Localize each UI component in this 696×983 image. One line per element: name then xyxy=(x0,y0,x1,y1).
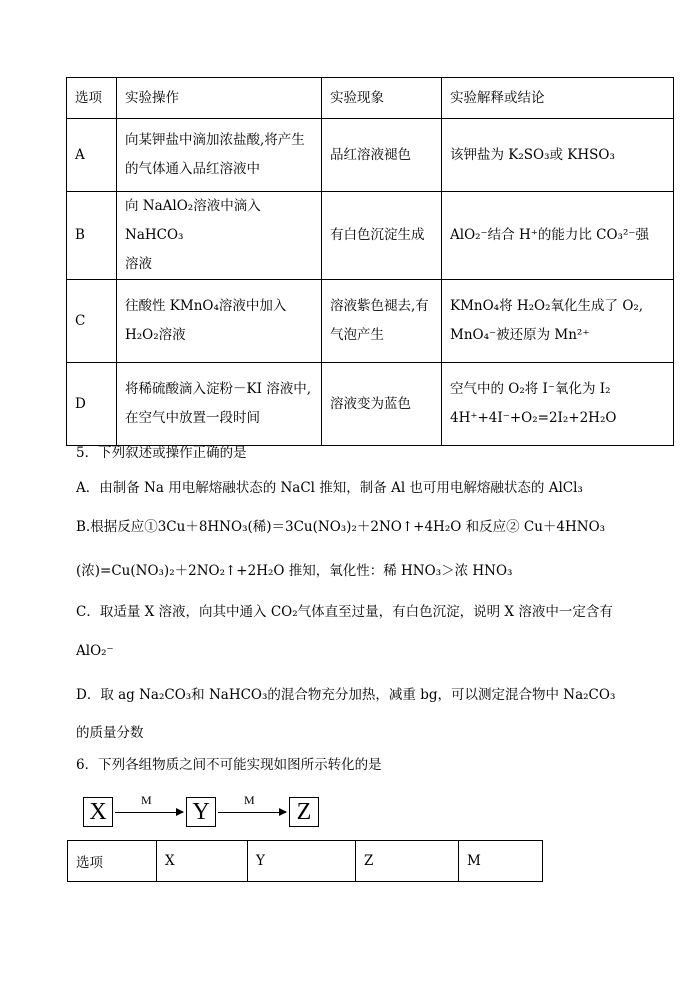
row-operation xyxy=(117,119,322,192)
phen-line: 气泡产生 xyxy=(330,327,384,343)
row-operation xyxy=(117,363,322,446)
concl-line: 4H⁺+4I⁻+O₂=2I₂+2H₂O xyxy=(450,410,617,426)
row-operation xyxy=(117,192,322,280)
op-line: 溶液 xyxy=(125,256,152,272)
phen-line: 溶液变为蓝色 xyxy=(330,395,411,412)
phen-line: 溶液紫色褪去,有 xyxy=(330,298,429,314)
question-5-stem: 5．下列叙述或操作正确的是 xyxy=(76,445,247,461)
row-option: C xyxy=(67,280,117,363)
arrow-label-m1: M xyxy=(141,793,152,807)
q5-option-d-line2: 的质量分数 xyxy=(76,725,144,741)
op-line: 向 NaAlO₂溶液中滴入 NaHCO₃ xyxy=(125,198,261,243)
op-line: 将稀硫酸滴入淀粉－KI 溶液中, xyxy=(125,381,312,397)
row-conclusion xyxy=(442,280,674,363)
row-phenomenon xyxy=(322,280,442,363)
box-y: Y xyxy=(186,797,216,827)
table-row xyxy=(67,192,674,280)
table-header-row xyxy=(68,841,543,882)
box-z: Z xyxy=(289,797,319,827)
row-option: B xyxy=(67,192,117,280)
concl-line: KMnO₄将 H₂O₂氧化生成了 O₂, xyxy=(450,298,644,314)
concl-line: AlO₂⁻结合 H⁺的能力比 CO₃²⁻强 xyxy=(450,227,649,243)
header-option: 选项 xyxy=(68,841,157,882)
row-conclusion xyxy=(442,192,674,280)
row-conclusion xyxy=(442,119,674,192)
table-row xyxy=(67,363,674,446)
header-x: X xyxy=(157,841,248,882)
q5-option-c-line2: AlO₂⁻ xyxy=(76,643,114,659)
table-row xyxy=(67,280,674,363)
op-line: 的气体通入品红溶液中 xyxy=(125,161,260,177)
header-conclusion: 实验解释或结论 xyxy=(442,78,674,119)
header-option: 选项 xyxy=(67,78,117,119)
phen-line: 品红溶液褪色 xyxy=(330,146,411,163)
row-phenomenon xyxy=(322,119,442,192)
arrow-right-icon xyxy=(218,812,286,813)
header-m: M xyxy=(459,841,543,882)
header-z: Z xyxy=(356,841,459,882)
phen-line: 有白色沉淀生成 xyxy=(330,227,425,243)
q5-option-b-line2: (浓)=Cu(NO₃)₂＋2NO₂↑+2H₂O 推知，氧化性：稀 HNO₃＞浓 HNO₃ xyxy=(76,563,513,579)
header-operation: 实验操作 xyxy=(117,78,322,119)
header-phenomenon: 实验现象 xyxy=(322,78,442,119)
concl-line: MnO₄⁻被还原为 Mn²⁺ xyxy=(450,327,590,343)
arrow-label-m2: M xyxy=(244,793,255,807)
q5-option-d-line1: D．取 ag Na₂CO₃和 NaHCO₃的混合物充分加热，减重 bg，可以测定混合物中 Na₂CO₃ xyxy=(76,687,616,703)
op-line: 在空气中放置一段时间 xyxy=(125,410,260,426)
q5-option-a: A．由制备 Na 用电解熔融状态的 NaCl 推知，制备 Al 也可用电解熔融状态的 AlCl₃ xyxy=(76,480,583,496)
row-phenomenon xyxy=(322,192,442,280)
q5-option-b-line1: B.根据反应①3Cu＋8HNO₃(稀)＝3Cu(NO₃)₂＋2NO↑+4H₂O 和反应② Cu＋4HNO₃ xyxy=(76,519,606,535)
header-y: Y xyxy=(248,841,356,882)
row-conclusion xyxy=(442,363,674,446)
row-phenomenon xyxy=(322,363,442,446)
concl-line: 空气中的 O₂将 I⁻氧化为 I₂ xyxy=(450,381,611,397)
op-line: 向某钾盐中滴加浓盐酸,将产生 xyxy=(125,132,305,148)
table-header-row xyxy=(67,78,674,119)
experiment-table xyxy=(66,77,674,446)
conversion-diagram xyxy=(83,793,323,829)
concl-line: 该钾盐为 K₂SO₃或 KHSO₃ xyxy=(450,146,615,163)
q5-option-c-line1: C．取适量 X 溶液，向其中通入 CO₂气体直至过量，有白色沉淀，说明 X 溶液中一定含有 xyxy=(76,604,613,620)
op-line: H₂O₂溶液 xyxy=(125,327,186,343)
question-6-stem: 6．下列各组物质之间不可能实现如图所示转化的是 xyxy=(76,757,382,773)
row-option: A xyxy=(67,119,117,192)
row-operation xyxy=(117,280,322,363)
box-x: X xyxy=(83,797,113,827)
q6-table xyxy=(67,840,543,882)
arrow-right-icon xyxy=(115,812,183,813)
row-option: D xyxy=(67,363,117,446)
table-row xyxy=(67,119,674,192)
op-line: 往酸性 KMnO₄溶液中加入 xyxy=(125,298,287,314)
